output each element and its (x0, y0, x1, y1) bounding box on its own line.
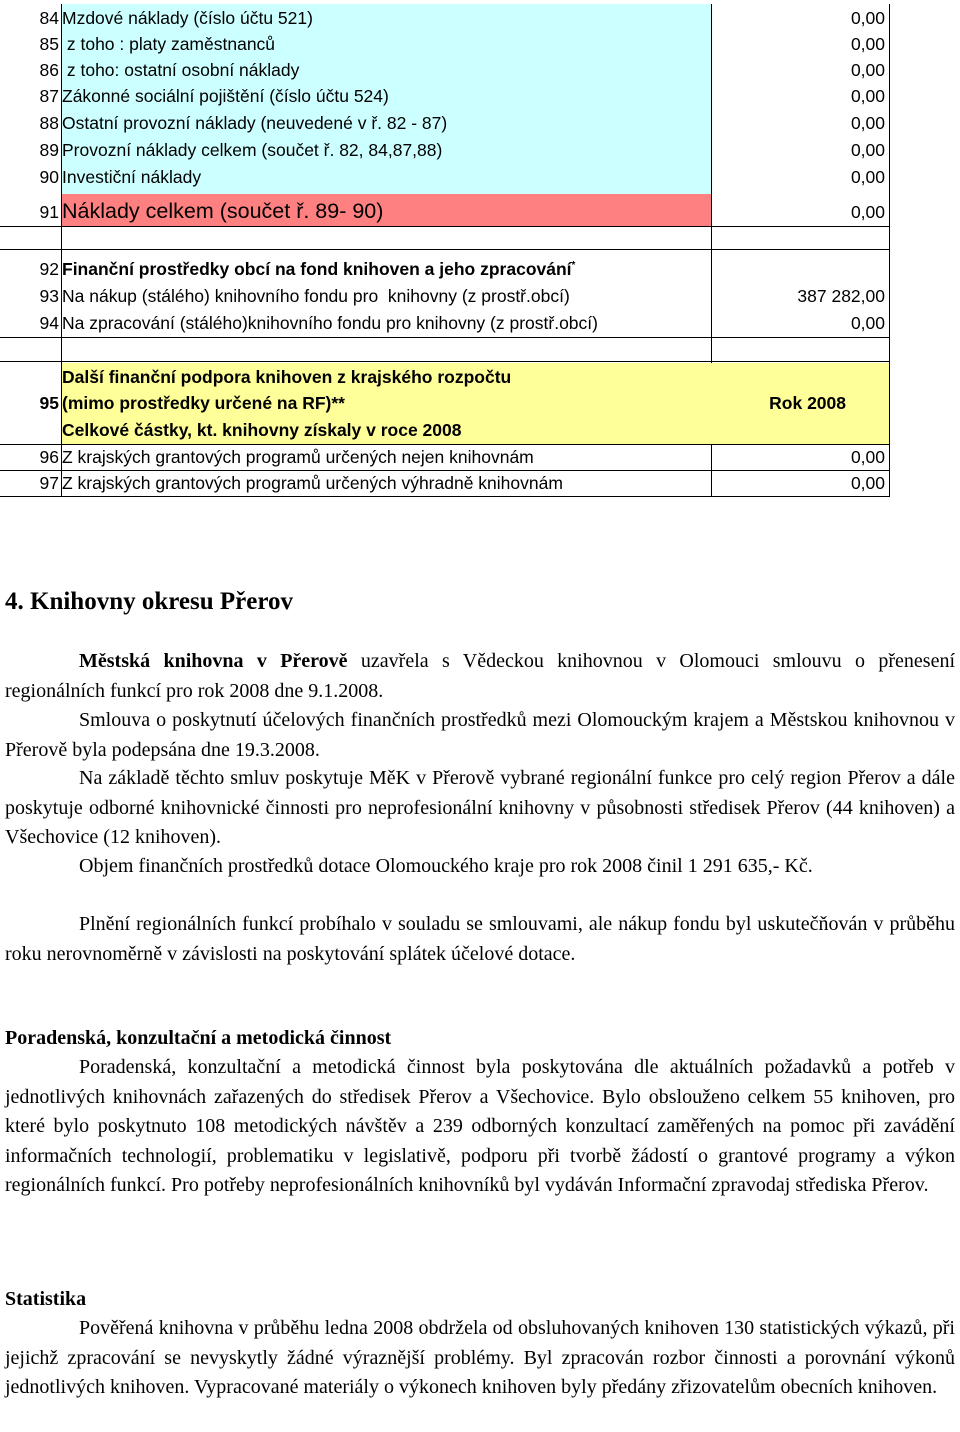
row-label: Investiční náklady (62, 167, 202, 187)
paragraph (5, 647, 955, 706)
row-value: 0,00 (850, 60, 885, 80)
row-label: z toho : platy zaměstnanců (62, 34, 276, 54)
row-label: Z krajských grantových programů určených nejen knihovnám (62, 447, 534, 467)
row-value: 0,00 (850, 313, 885, 333)
bold-lead: Městská knihovna v Přerově (79, 650, 348, 672)
row-label: z toho: ostatní osobní náklady (62, 60, 300, 80)
row-number: 86 (39, 60, 59, 80)
paragraph: Objem finančních prostředků dotace Olomouckého kraje pro rok 2008 činil 1 291 635,- Kč. (79, 855, 813, 877)
row-number: 88 (39, 113, 59, 133)
row-number: 84 (39, 8, 59, 28)
row-label: Ostatní provozní náklady (neuvedené v ř. 82 - 87) (62, 113, 448, 133)
budget-table (0, 0, 960, 500)
row-95-line3: Celkové částky, kt. knihovny získaly v roce 2008 (62, 420, 462, 440)
subheading: Poradenská, konzultační a metodická činnost (5, 1027, 392, 1049)
row-label: Zákonné sociální pojištění (číslo účtu 524) (62, 86, 389, 106)
row-number: 91 (39, 202, 59, 222)
year-label: Rok 2008 (769, 393, 846, 413)
row-value: 0,00 (850, 8, 885, 28)
row-95-line2: (mimo prostředky určené na RF)** (62, 393, 345, 413)
row-value: 0,00 (850, 113, 885, 133)
row-number: 87 (39, 86, 59, 106)
row-number: 95 (39, 393, 59, 413)
grid-line (0, 337, 890, 338)
row-value: 387 282,00 (797, 286, 885, 306)
grid-line (61, 4, 62, 496)
row-value: 0,00 (850, 140, 885, 160)
paragraph-text: uzavřela s Vědeckou knihovnou v Olomouci smlouvu o přenesení regionálních funkcí pro rok 2008 dne 9.1.2008. (5, 650, 955, 702)
row-value: 0,00 (850, 473, 885, 493)
row-label: Provozní náklady celkem (součet ř. 82, 84,87,88) (62, 140, 443, 160)
grid-line (0, 249, 890, 250)
row-label: Na nákup (stálého) knihovního fondu pro knihovny (z prostř.obcí) (62, 286, 570, 306)
section-heading: 4. Knihovny okresu Přerov (5, 588, 293, 615)
grid-line (889, 4, 890, 496)
row-value: 0,00 (850, 86, 885, 106)
paragraph: Plnění regionálních funkcí probíhalo v souladu se smlouvami, ale nákup fondu byl uskutečňován v průběhu roku nerovnoměrně v závislosti na poskytování splátek účelové dotace. (5, 913, 955, 965)
grid-line (0, 444, 890, 445)
footnote-marker: * (571, 260, 576, 272)
row-label: Na zpracování (stálého)knihovního fondu pro knihovny (z prostř.obcí) (62, 313, 598, 333)
paragraph: Smlouva o poskytnutí účelových finančních prostředků mezi Olomouckým krajem a Městskou knihovnou v Přerově byla podepsána dne 19.3.2008. (5, 709, 955, 761)
row-number: 85 (39, 34, 59, 54)
row-label (62, 259, 575, 280)
row-number: 97 (39, 473, 59, 493)
row-label: Mzdové náklady (číslo účtu 521) (62, 8, 313, 28)
subheading: Statistika (5, 1288, 87, 1310)
grid-line (0, 470, 890, 471)
row-number: 93 (39, 286, 59, 306)
row-value: 0,00 (850, 34, 885, 54)
row-number: 96 (39, 447, 59, 467)
row-value: 0,00 (850, 447, 885, 467)
row-label: Z krajských grantových programů určených výhradně knihovnám (62, 473, 563, 493)
row-95-line1: Další finanční podpora knihoven z krajského rozpočtu (62, 367, 512, 387)
grid-line (0, 226, 890, 227)
grid-line (0, 361, 890, 362)
row-label: Náklady celkem (součet ř. 89- 90) (62, 199, 384, 223)
paragraph: Pověřená knihovna v průběhu ledna 2008 obdržela od obsluhovaných knihoven 130 statistických výkazů, při jejichž zpracování se nevyskytly žádné výraznější problémy. Byl zpracován rozbor činnosti a porovnání výkonů jednotlivých knihoven. Vypracované materiály o výkonech knihoven byly předány zřizovatelům obecních knihoven. (5, 1317, 955, 1398)
grid-line (711, 4, 712, 363)
row-number: 92 (39, 259, 59, 279)
row-92-label-text: Finanční prostředky obcí na fond knihoven a jeho zpracování (62, 259, 572, 279)
row-value: 0,00 (850, 202, 885, 222)
row-number: 94 (39, 313, 59, 333)
row-value: 0,00 (850, 167, 885, 187)
paragraph: Poradenská, konzultační a metodická činnost byla poskytována dle aktuálních požadavků a potřeb v jednotlivých knihovnách zařazených do středisek Přerov a Všechovice. Bylo obslouženo celkem 55 knihoven, pro které bylo poskytnuto 108 metodických návštěv a 239 odborných konzultací zaměřených na pomoc při zavádění informačních technologií, problematiku v legislativě, podporu při tvorbě žádostí o grantové programy a výkon regionálních funkcí. Pro potřeby neprofesionálních knihovníků byl vydáván Informační zpravodaj střediska Přerov. (5, 1056, 955, 1196)
grid-line (0, 496, 890, 497)
row-number: 90 (39, 167, 59, 187)
paragraph: Na základě těchto smluv poskytuje MěK v Přerově vybrané regionální funkce pro celý region Přerov a dále poskytuje odborné knihovnické činnosti pro neprofesionální knihovny v působnosti středisek Přerov (44 knihoven) a Všechovice (12 knihoven). (5, 767, 955, 848)
row-number: 89 (39, 140, 59, 160)
